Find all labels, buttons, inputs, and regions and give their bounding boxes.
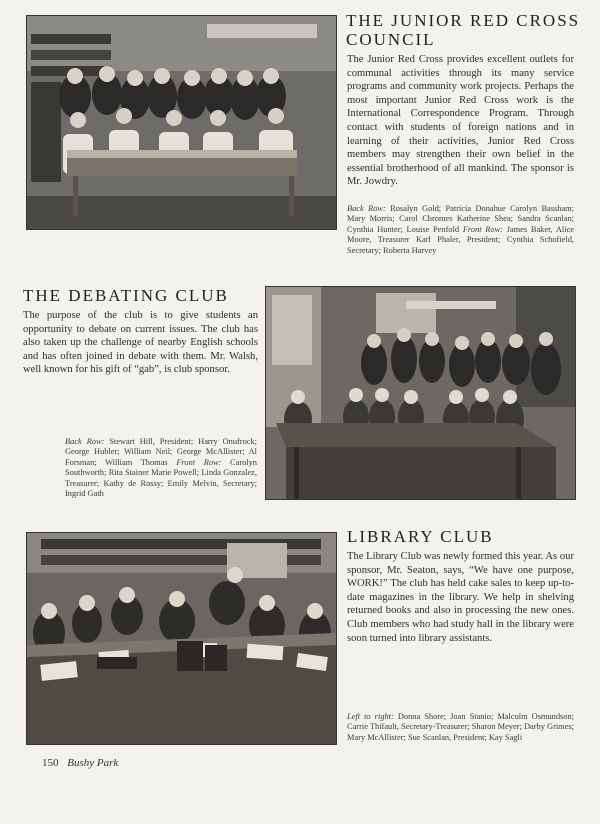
page-number: 150 (42, 757, 59, 769)
junior-red-cross-front-row-names: James Baker, Alice Moore, Treasurer Karl Phaler, President; Cynthia Schofield, Secretary; Roberta Harvey (347, 224, 575, 255)
debating-club-title: THE DEBATING CLUB (23, 286, 229, 305)
junior-red-cross-title-line1: THE JUNIOR RED CROSS (346, 11, 581, 30)
junior-red-cross-photo (26, 15, 337, 230)
book-title: Bushy Park (67, 757, 119, 769)
debating-club-photo (265, 286, 576, 500)
junior-red-cross-back-row-label: Back Row: (347, 204, 386, 213)
library-club-caption (347, 712, 574, 743)
library-club-caption-names: Donna Shore; Joan Stanio; Malcolm Osmundson; Carrie Thifault, Secretary-Treasurer; Sharon Meyer; Darby Grimes; Mary McAllister; Sue Scanlan, President; Kay Sagli (347, 712, 575, 742)
library-club-body: The Library Club was newly formed this year. As our sponsor, Mr. Seaton, says, “We have one purpose, WORK!” The club has held cake sales to keep up-to-date magazines in the library. We help in shelving returned books and also in processing the new ones. Club members who had study hall in the library were soon turned into library assistants. (347, 551, 574, 644)
debating-club-body: The purpose of the club is to give students an opportunity to debate on current issues. The club has also taken up the challenge of nearby English schools and has often joined in debate with them. Mr. Walsh, well known for his gift of “gab”, is club sponsor. (23, 310, 258, 376)
junior-red-cross-title (346, 11, 580, 49)
library-club-caption-label: Left to right: (347, 712, 394, 721)
junior-red-cross-caption (347, 204, 574, 256)
debating-club-front-row-names: Carolyn Southworth; Rita Stainer Marie Powell; Linda Gonzalez, Treasurer; Kathy de Rossy; Emily Melvin, Secretary; Ingrid Gath (65, 457, 257, 499)
library-club-title: LIBRARY CLUB (347, 527, 494, 546)
junior-red-cross-title-line2: COUNCIL (346, 30, 436, 49)
junior-red-cross-front-row-label: Front Row: (462, 224, 503, 234)
library-club-photo (26, 532, 337, 745)
junior-red-cross-body: The Junior Red Cross provides excellent outlets for communal activities through its many service programs and community work projects. Perhaps the most important Junior Red Cross work is the International Correspondence Program. Through contact with students of foreign nations and in learning of their activities, Junior Red Cross members may strengthen their own belief in the essential brotherhood of all mankind. The sponsor is Mr. Jowdry. (347, 54, 574, 188)
debating-club-back-row-names: Stewart Hill, President; Harry Onufrock; George Hubler; William Neil; George McAllister; Al Forsman; William Thomas (65, 437, 258, 467)
debating-club-caption (65, 437, 257, 499)
page-footer (42, 757, 118, 769)
debating-club-back-row-label: Back Row: (65, 437, 105, 446)
junior-red-cross-back-row-names: Rosalyn Gold; Patricia Donahue Carolyn Bassham; Mary Morris; Carol Chromes Katherine Shea; Sandra Scanlan; Cynthia Hunter; Louise Penfold (347, 204, 575, 234)
debating-club-front-row-label: Front Row: (176, 457, 222, 467)
